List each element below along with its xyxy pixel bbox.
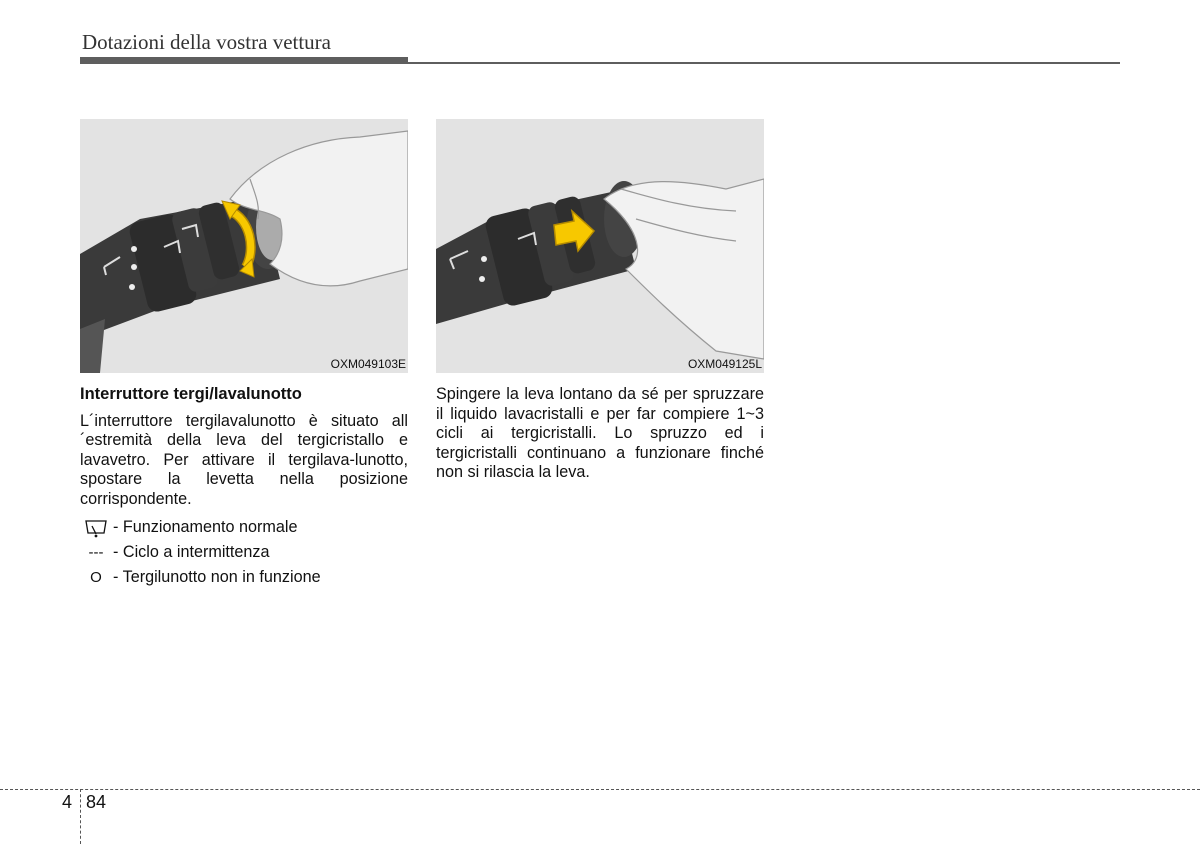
left-column — [80, 385, 408, 590]
lever-rotate-illustration — [80, 119, 408, 373]
legend-item — [80, 540, 408, 565]
figure-code: OXM049103E — [330, 357, 406, 371]
legend-item — [80, 565, 408, 590]
legend-text: - Ciclo a intermittenza — [113, 542, 270, 561]
legend-symbol: --- — [88, 543, 104, 561]
footer-dashed-divider — [80, 789, 81, 844]
rear-wiper-icon — [83, 518, 109, 538]
chapter-number: 4 — [62, 792, 73, 812]
legend-text: - Funzionamento normale — [113, 517, 298, 536]
page-header-title: Dotazioni della vostra vettura — [82, 30, 331, 54]
right-body-text: Spingere la leva lontano da sé per spruzzare il liquido lavacristalli e per far compiere 1~3 cicli ai tergicristalli. Lo spruzzo ed i tergicristalli continuano a funzionare finché non si rilascia la leva. — [436, 385, 764, 481]
footer-dashed-rule — [0, 789, 1200, 790]
lever-push-illustration — [436, 119, 764, 373]
header-rule-thick — [80, 57, 408, 64]
page-number: 84 — [86, 792, 107, 812]
right-column — [436, 385, 764, 483]
legend-text: - Tergilunotto non in funzione — [113, 567, 321, 586]
header-rule-thin — [408, 62, 1120, 64]
left-body-text: L´interruttore tergilavalunotto è situato all´estremità della leva del tergicristallo e lavavetro. Per attivare il tergilava-lunotto, spostare la levetta nella posizione corrispondente. — [80, 411, 408, 508]
legend-item — [80, 515, 408, 540]
legend-symbol: O — [90, 568, 102, 586]
figure-code: OXM049125L — [687, 357, 762, 371]
figure-lever-push — [436, 119, 764, 373]
wiper-legend — [80, 515, 408, 590]
section-title: Interruttore tergi/lavalunotto — [80, 385, 302, 403]
figure-rear-wiper-switch-rotate — [80, 119, 408, 373]
